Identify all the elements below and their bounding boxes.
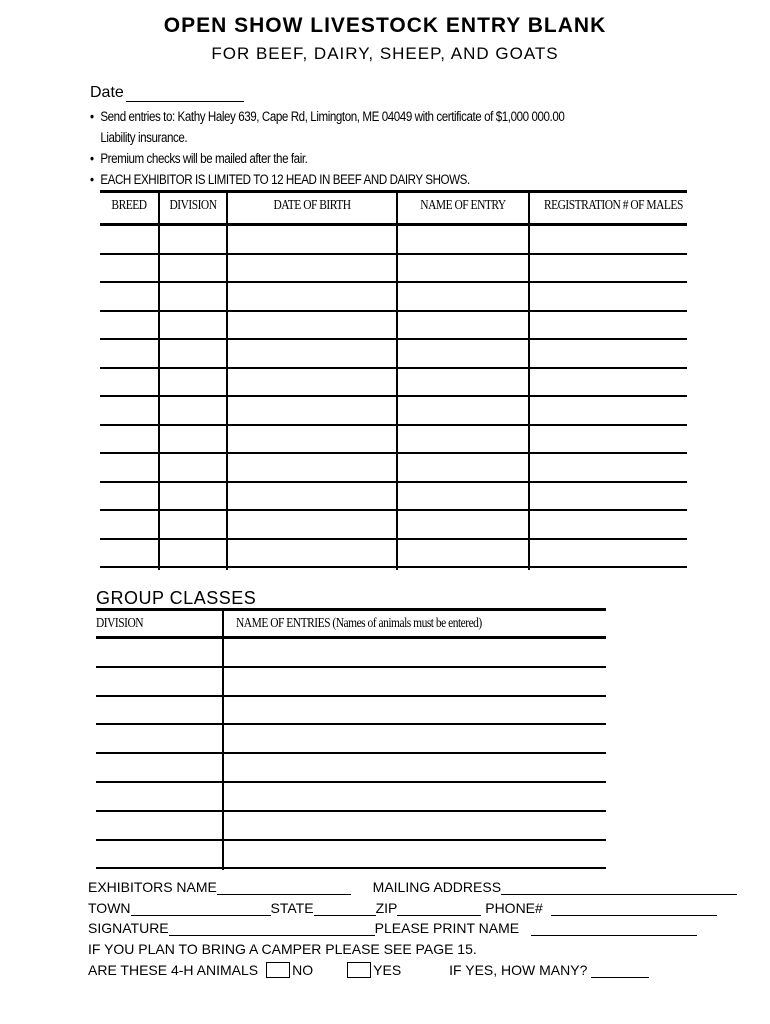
group-classes-title: GROUP CLASSES [96,588,257,608]
table-row[interactable] [96,839,606,841]
exhibitor-row [88,879,737,895]
column-divider [528,193,530,570]
print-name-label: PLEASE PRINT NAME [374,920,520,936]
mailing-address-line[interactable] [501,880,737,895]
table-row[interactable] [96,752,606,754]
column-header-breed: BREED [111,198,147,213]
column-header-date-of-birth: DATE OF BIRTH [273,198,351,213]
instruction-line: Send entries to: Kathy Haley 639, Cape Rd, Limington, ME 04049 with certificate of $1,000 000.00 [100,109,565,124]
signature-label: SIGNATURE [88,920,169,936]
table-row[interactable] [100,538,687,540]
instruction-line: EACH EXHIBITOR IS LIMITED TO 12 HEAD IN BEEF AND DAIRY SHOWS. [100,172,470,187]
four-h-question: ARE THESE 4-H ANIMALS [88,962,259,978]
phone-label: PHONE# [485,900,543,916]
exhibitors-name-line[interactable] [217,880,351,895]
no-checkbox[interactable] [266,962,290,978]
table-row[interactable] [100,481,687,483]
zip-label: ZIP [375,900,398,916]
town-row [88,900,717,916]
table-row[interactable] [96,666,606,668]
instruction-line: Liability insurance. [100,130,188,145]
mailing-address-label: MAILING ADDRESS [372,879,502,895]
table-row[interactable] [96,867,606,869]
instruction-item [90,148,623,169]
group-classes-table [96,608,606,870]
table-row[interactable] [100,452,687,454]
table-top-rule [100,190,687,193]
four-h-row [88,962,649,978]
zip-line[interactable] [397,901,481,916]
how-many-line[interactable] [591,963,649,978]
yes-checkbox[interactable] [347,962,371,978]
column-divider [396,193,398,570]
table-row[interactable] [100,281,687,283]
town-label: TOWN [88,900,131,916]
camper-note: IF YOU PLAN TO BRING A CAMPER PLEASE SEE PAGE 15. [88,941,477,957]
bullet-icon: • [90,109,94,124]
column-header-division: DIVISION [169,198,217,213]
date-field [90,84,244,102]
instruction-line: Premium checks will be mailed after the fair. [100,151,308,166]
table-row[interactable] [100,424,687,426]
signature-line[interactable] [169,921,375,936]
table-row[interactable] [100,509,687,511]
table-top-rule [96,608,606,611]
bullet-icon: • [90,172,94,187]
date-label: Date [90,84,124,101]
table-row[interactable] [100,338,687,340]
column-header-name-of-entry: NAME OF ENTRY [420,198,506,213]
table-row[interactable] [100,310,687,312]
table-row[interactable] [96,810,606,812]
table-row[interactable] [100,253,687,255]
table-row[interactable] [96,695,606,697]
column-divider [222,611,224,870]
bullet-icon: • [90,151,94,166]
how-many-label: IF YES, HOW MANY? [449,962,588,978]
table-row[interactable] [100,395,687,397]
table-row[interactable] [100,566,687,568]
date-input-line[interactable] [126,85,244,102]
signature-row [88,920,697,936]
header-bottom-rule [100,223,687,226]
town-line[interactable] [131,901,271,916]
entry-table [100,190,687,570]
table-row[interactable] [96,781,606,783]
table-row[interactable] [100,367,687,369]
print-name-line[interactable] [531,921,697,936]
phone-line[interactable] [551,901,717,916]
column-divider [226,193,228,570]
instructions-list [90,106,623,190]
column-header-registration: REGISTRATION # OF MALES [543,198,683,213]
column-header-division: DIVISION [96,616,144,631]
header-bottom-rule [96,636,606,639]
form-title: OPEN SHOW LIVESTOCK ENTRY BLANK [163,14,607,37]
no-label: NO [292,962,314,978]
instruction-item [90,169,623,190]
column-divider [158,193,160,570]
state-line[interactable] [314,901,376,916]
instruction-item [90,106,623,148]
column-header-name-of-entries: NAME OF ENTRIES (Names of animals must be entered) [236,616,482,631]
table-row[interactable] [96,723,606,725]
state-label: STATE [270,900,314,916]
form-subtitle: FOR BEEF, DAIRY, SHEEP, AND GOATS [211,44,559,63]
yes-label: YES [373,962,402,978]
exhibitors-name-label: EXHIBITORS NAME [88,879,217,895]
